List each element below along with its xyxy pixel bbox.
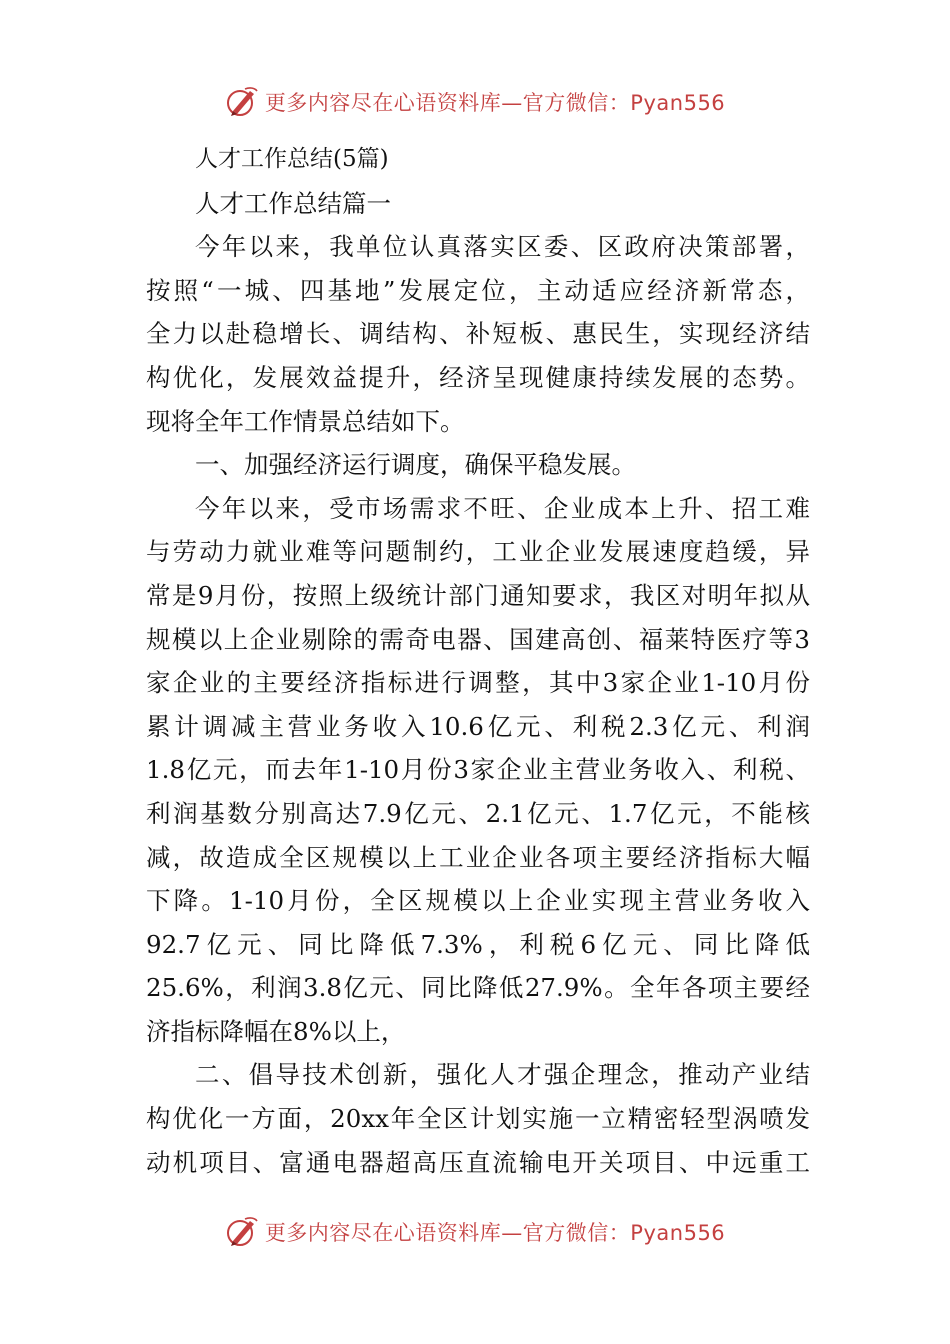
paragraph-line: 构优化一方面，20xx年全区计划实施一立精密轻型涡喷发 [146, 1104, 810, 1134]
pen-circle-logo-icon [225, 1215, 259, 1249]
paragraph-line: 常是9月份，按照上级统计部门通知要求，我区对明年拟从 [146, 580, 810, 610]
paragraph-line: 1.8亿元，而去年1-10月份3家企业主营业务收入、利税、 [146, 755, 810, 785]
paragraph-line: 减，故造成全区规模以上工业企业各项主要经济指标大幅 [146, 842, 810, 872]
paragraph-line: 25.6%，利润3.8亿元、同比降低27.9%。全年各项主要经 [146, 973, 810, 1003]
pen-circle-logo-icon [225, 85, 259, 119]
paragraph-line: 全力以赴稳增长、调结构、补短板、惠民生，实现经济结 [146, 319, 810, 349]
paragraph-line: 累计调减主营业务收入10.6亿元、利税2.3亿元、利润 [146, 711, 810, 741]
paragraph-line: 动机项目、富通电器超高压直流输电开关项目、中远重工 [146, 1147, 810, 1177]
paragraph-line: 济指标降幅在8%以上， [146, 1016, 406, 1046]
paragraph-line: 利润基数分别高达7.9亿元、2.1亿元、1.7亿元，不能核 [146, 798, 810, 828]
paragraph-line: 二、倡导技术创新，强化人才强企理念，推动产业结 [195, 1060, 810, 1090]
paragraph-line: 按照“一城、四基地”发展定位，主动适应经济新常态， [146, 275, 810, 305]
paragraph-line: 92.7亿元、同比降低7.3%，利税6亿元、同比降低 [146, 929, 810, 959]
document-subtitle: 人才工作总结篇一 [195, 188, 391, 218]
watermark-text: 更多内容尽在心语资料库—官方微信：Pyan556 [264, 91, 726, 115]
watermark-text: 更多内容尽在心语资料库—官方微信：Pyan556 [264, 1221, 726, 1245]
paragraph-line: 现将全年工作情景总结如下。 [146, 406, 465, 436]
document-title: 人才工作总结(5篇) [195, 146, 389, 172]
paragraph-line: 构优化，发展效益提升，经济呈现健康持续发展的态势。 [146, 362, 810, 392]
watermark-banner-bottom [0, 1210, 950, 1254]
document-body [146, 138, 810, 1184]
paragraph-line: 家企业的主要经济指标进行调整，其中3家企业1-10月份 [146, 668, 810, 698]
watermark-banner-top [0, 80, 950, 124]
paragraph-line: 规模以上企业剔除的需奇电器、国建高创、福莱特医疗等3 [146, 624, 810, 654]
paragraph-line: 今年以来，受市场需求不旺、企业成本上升、招工难 [195, 493, 810, 523]
section-heading: 一、加强经济运行调度，确保平稳发展。 [195, 450, 636, 480]
paragraph-line: 下降。1-10月份，全区规模以上企业实现主营业务收入 [146, 886, 810, 916]
paragraph-line: 与劳动力就业难等问题制约，工业企业发展速度趋缓，异 [146, 537, 810, 567]
paragraph-line: 今年以来，我单位认真落实区委、区政府决策部署， [195, 232, 810, 262]
